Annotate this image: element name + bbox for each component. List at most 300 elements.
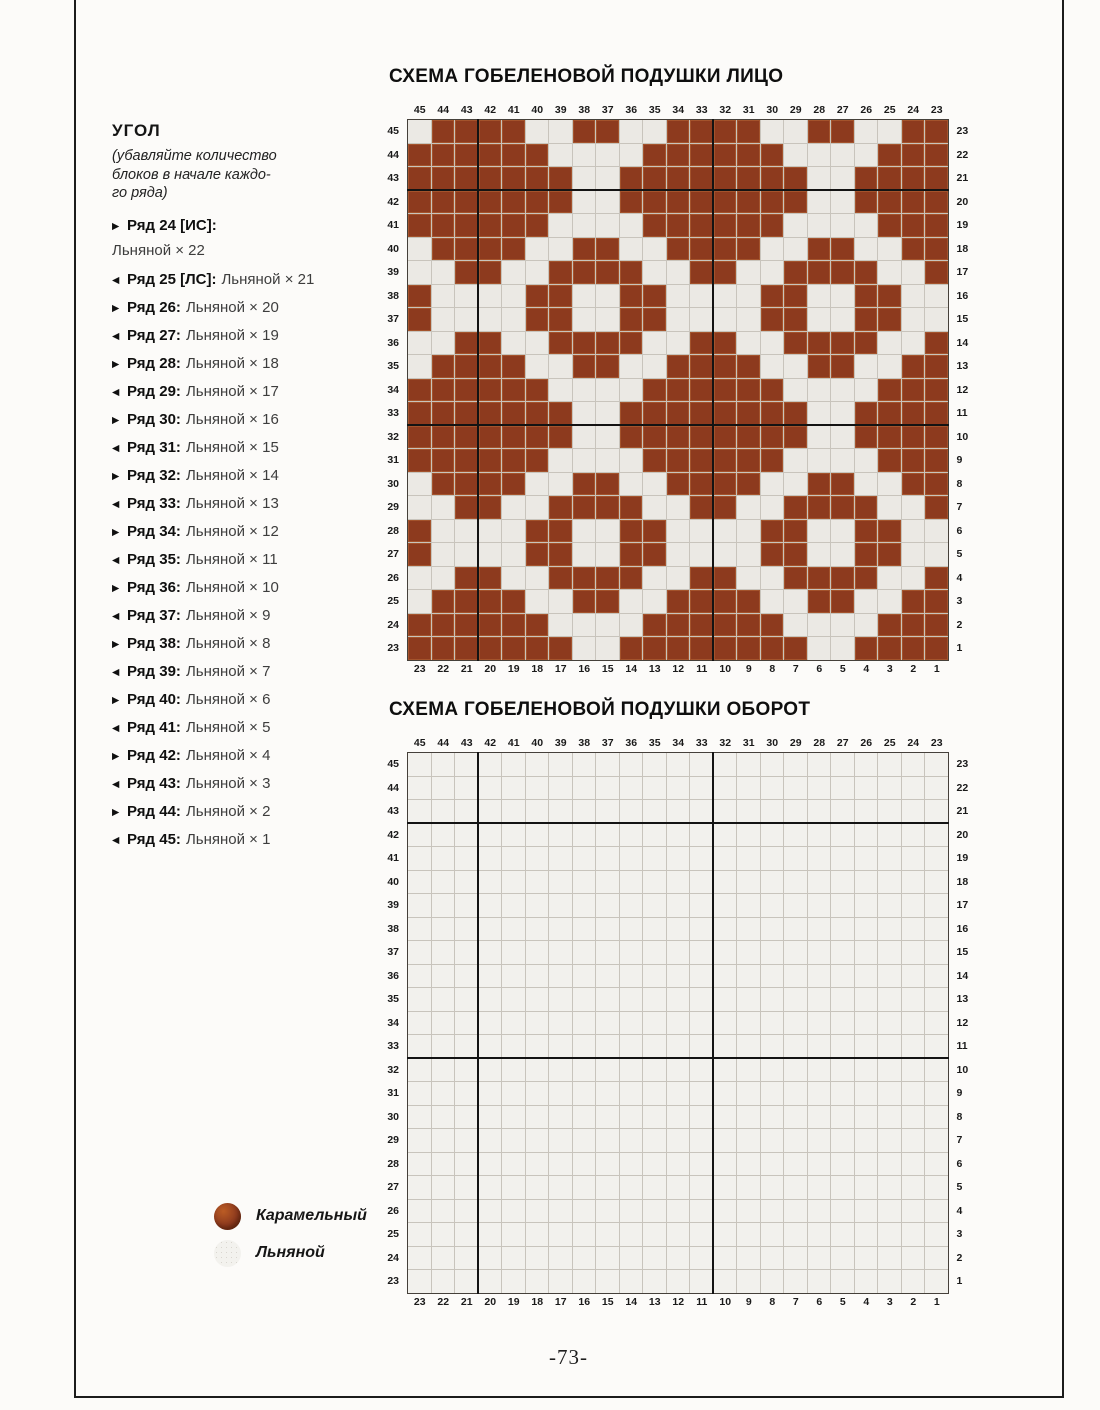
row-label: 9 bbox=[956, 454, 963, 466]
grid-cell bbox=[432, 308, 455, 331]
corner-row-list bbox=[112, 212, 374, 854]
grid-cell bbox=[831, 308, 854, 331]
right-arrow-icon: ▶ bbox=[112, 302, 120, 314]
grid-cell bbox=[526, 144, 549, 167]
grid-cell bbox=[573, 988, 596, 1011]
grid-cell bbox=[549, 1059, 572, 1082]
grid-cell bbox=[408, 1200, 431, 1223]
col-label: 30 bbox=[766, 737, 779, 749]
grid-cell bbox=[690, 144, 713, 167]
grid-cell bbox=[902, 261, 925, 284]
grid-cell bbox=[643, 1223, 666, 1246]
row-label: 24 bbox=[387, 618, 399, 631]
grid-cell bbox=[902, 753, 925, 776]
grid-cell bbox=[690, 1176, 713, 1199]
grid-cell bbox=[808, 167, 831, 190]
grid-cell bbox=[549, 753, 572, 776]
grid-cell bbox=[643, 894, 666, 917]
grid-cell bbox=[690, 1247, 713, 1270]
row-label: 14 bbox=[956, 969, 969, 982]
corner-row-label: Ряд 39: bbox=[127, 662, 181, 680]
left-axis bbox=[377, 752, 407, 1294]
grid-cell bbox=[808, 449, 831, 472]
grid-cell bbox=[620, 1270, 643, 1293]
grid-cell bbox=[902, 473, 925, 496]
grid-cell bbox=[690, 1129, 713, 1152]
grid-cell bbox=[714, 238, 737, 261]
row-label: 4 bbox=[956, 571, 963, 584]
thick-divider-horizontal bbox=[407, 424, 949, 427]
grid-cell bbox=[878, 1129, 901, 1152]
grid-cell bbox=[690, 426, 713, 449]
grid-cell bbox=[925, 824, 948, 847]
grid-cell bbox=[620, 191, 643, 214]
grid-cell bbox=[808, 824, 831, 847]
grid-cell bbox=[667, 402, 690, 425]
grid-cell bbox=[455, 894, 478, 917]
grid-cell bbox=[455, 144, 478, 167]
col-label: 25 bbox=[883, 104, 896, 116]
grid-cell bbox=[643, 965, 666, 988]
grid-cell bbox=[502, 449, 525, 472]
grid-cell bbox=[737, 120, 760, 143]
grid-cell bbox=[479, 238, 502, 261]
grid-cell bbox=[902, 379, 925, 402]
grid-cell bbox=[502, 941, 525, 964]
grid-cell bbox=[784, 847, 807, 870]
corner-row-label: Ряд 26: bbox=[127, 298, 181, 316]
grid-cell bbox=[855, 1012, 878, 1035]
col-label: 9 bbox=[745, 662, 752, 675]
col-label: 37 bbox=[601, 737, 614, 749]
row-label: 13 bbox=[956, 360, 969, 372]
grid-cell bbox=[878, 191, 901, 214]
grid-cell bbox=[502, 918, 525, 941]
grid-cell bbox=[737, 520, 760, 543]
grid-cell bbox=[408, 824, 431, 847]
grid-cell bbox=[455, 1176, 478, 1199]
col-label: 23 bbox=[930, 737, 943, 749]
row-label: 44 bbox=[387, 148, 399, 161]
legend-item bbox=[214, 1239, 367, 1267]
corner-row bbox=[112, 322, 374, 350]
grid-cell bbox=[620, 379, 643, 402]
grid-cell bbox=[808, 1176, 831, 1199]
grid-cell bbox=[902, 1247, 925, 1270]
grid-cell bbox=[573, 1059, 596, 1082]
col-label: 19 bbox=[507, 662, 520, 675]
grid-cell bbox=[667, 894, 690, 917]
grid-cell bbox=[784, 965, 807, 988]
grid-cell bbox=[643, 332, 666, 355]
grid-cell bbox=[761, 824, 784, 847]
grid-cell bbox=[549, 261, 572, 284]
grid-cell bbox=[808, 543, 831, 566]
grid-cell bbox=[761, 1059, 784, 1082]
row-label: 41 bbox=[387, 852, 399, 864]
corner-row-value: Льняной × 2 bbox=[185, 802, 271, 820]
grid-cell bbox=[526, 167, 549, 190]
grid-cell bbox=[549, 637, 572, 660]
grid-cell bbox=[455, 191, 478, 214]
grid-cell bbox=[667, 1059, 690, 1082]
grid-cell bbox=[737, 1247, 760, 1270]
grid-cell bbox=[455, 1129, 478, 1152]
grid-cell bbox=[784, 1106, 807, 1129]
col-label: 19 bbox=[507, 1295, 520, 1308]
row-label: 42 bbox=[387, 828, 399, 841]
grid-cell bbox=[784, 332, 807, 355]
grid-cell bbox=[479, 214, 502, 237]
grid-cell bbox=[455, 988, 478, 1011]
grid-cell bbox=[502, 637, 525, 660]
grid-cell bbox=[549, 777, 572, 800]
grid-cell bbox=[690, 1082, 713, 1105]
col-label: 42 bbox=[484, 737, 497, 749]
grid-cell bbox=[737, 473, 760, 496]
grid-cell bbox=[855, 988, 878, 1011]
right-arrow-icon: ▶ bbox=[112, 358, 120, 370]
thick-divider-horizontal bbox=[407, 189, 949, 192]
grid-cell bbox=[808, 308, 831, 331]
corner-row-label: Ряд 40: bbox=[127, 690, 181, 708]
row-label: 45 bbox=[387, 758, 399, 770]
col-label: 12 bbox=[672, 1295, 685, 1308]
corner-note-line: блоков в начале каждо- bbox=[112, 166, 271, 183]
grid-cell bbox=[526, 824, 549, 847]
grid-cell bbox=[902, 941, 925, 964]
grid-cell bbox=[690, 543, 713, 566]
corner-row-label: Ряд 25 [ЛС]: bbox=[127, 270, 217, 288]
corner-row-label: Ряд 33: bbox=[127, 494, 181, 512]
grid-cell bbox=[667, 1106, 690, 1129]
grid-cell bbox=[808, 941, 831, 964]
corner-row-value: Льняной × 22 bbox=[112, 241, 205, 259]
col-label: 27 bbox=[836, 737, 849, 749]
col-label: 1 bbox=[933, 1295, 940, 1308]
grid-cell bbox=[502, 965, 525, 988]
grid-cell bbox=[925, 777, 948, 800]
grid-cell bbox=[737, 1270, 760, 1293]
row-label: 12 bbox=[956, 383, 969, 396]
grid-cell bbox=[855, 637, 878, 660]
grid-cell bbox=[620, 543, 643, 566]
grid-cell bbox=[714, 355, 737, 378]
grid-cell bbox=[761, 1223, 784, 1246]
grid-cell bbox=[479, 144, 502, 167]
thick-divider-vertical bbox=[477, 119, 480, 661]
grid-cell bbox=[502, 1153, 525, 1176]
grid-cell bbox=[690, 1153, 713, 1176]
grid-cell bbox=[808, 567, 831, 590]
grid-cell bbox=[737, 918, 760, 941]
grid-cell bbox=[526, 1059, 549, 1082]
grid-cell bbox=[714, 567, 737, 590]
grid-cell bbox=[408, 800, 431, 823]
grid-cell bbox=[831, 496, 854, 519]
col-label: 16 bbox=[578, 1295, 591, 1308]
right-arrow-icon: ▶ bbox=[112, 526, 120, 538]
grid-cell bbox=[761, 614, 784, 637]
grid-cell bbox=[831, 355, 854, 378]
col-label: 17 bbox=[554, 662, 567, 675]
grid-cell bbox=[620, 871, 643, 894]
grid-cell bbox=[737, 941, 760, 964]
grid-cell bbox=[643, 847, 666, 870]
grid-cell bbox=[902, 894, 925, 917]
row-label: 2 bbox=[956, 618, 963, 631]
grid-cell bbox=[596, 800, 619, 823]
grid-cell bbox=[902, 191, 925, 214]
grid-cell bbox=[620, 1129, 643, 1152]
grid-cell bbox=[432, 847, 455, 870]
grid-cell bbox=[549, 426, 572, 449]
grid-cell bbox=[714, 144, 737, 167]
grid-cell bbox=[761, 941, 784, 964]
grid-cell bbox=[620, 520, 643, 543]
grid-cell bbox=[737, 496, 760, 519]
grid-cell bbox=[526, 1012, 549, 1035]
grid-cell bbox=[784, 1082, 807, 1105]
grid-cell bbox=[620, 355, 643, 378]
grid-cell bbox=[667, 496, 690, 519]
grid-cell bbox=[620, 285, 643, 308]
grid-cell bbox=[549, 1200, 572, 1223]
row-label: 14 bbox=[956, 336, 969, 349]
grid-cell bbox=[761, 191, 784, 214]
grid-cell bbox=[925, 941, 948, 964]
grid-cell bbox=[667, 777, 690, 800]
grid-cell bbox=[502, 777, 525, 800]
grid-cell bbox=[714, 473, 737, 496]
grid-cell bbox=[925, 614, 948, 637]
corner-row-value: Льняной × 6 bbox=[185, 690, 271, 708]
grid-cell bbox=[855, 214, 878, 237]
grid-cell bbox=[620, 214, 643, 237]
grid-cell bbox=[432, 918, 455, 941]
col-label: 20 bbox=[484, 1295, 497, 1308]
grid-cell bbox=[737, 308, 760, 331]
grid-cell bbox=[526, 777, 549, 800]
corner-row-value: Льняной × 7 bbox=[185, 662, 271, 680]
grid-cell bbox=[784, 144, 807, 167]
grid-cell bbox=[408, 167, 431, 190]
grid-cell bbox=[784, 1129, 807, 1152]
grid-cell bbox=[455, 871, 478, 894]
corner-row-value: Льняной × 5 bbox=[185, 718, 271, 736]
grid-cell bbox=[737, 824, 760, 847]
col-label: 33 bbox=[695, 104, 708, 116]
grid-cell bbox=[784, 426, 807, 449]
corner-row-label: Ряд 27: bbox=[127, 326, 181, 344]
grid-cell bbox=[855, 379, 878, 402]
grid-cell bbox=[690, 1200, 713, 1223]
row-label: 36 bbox=[387, 969, 399, 982]
grid-cell bbox=[502, 753, 525, 776]
grid-cell bbox=[502, 988, 525, 1011]
grid-cell bbox=[408, 543, 431, 566]
back-chart-title: СХЕМА ГОБЕЛЕНОВОЙ ПОДУШКИ ОБОРОТ bbox=[389, 699, 811, 720]
row-label: 15 bbox=[956, 946, 969, 958]
grid-cell bbox=[878, 473, 901, 496]
grid-cell bbox=[690, 496, 713, 519]
corner-row bbox=[112, 798, 374, 826]
col-label: 40 bbox=[531, 737, 544, 749]
grid-cell bbox=[902, 637, 925, 660]
grid-cell bbox=[667, 285, 690, 308]
col-label: 34 bbox=[672, 104, 685, 116]
grid-cell bbox=[479, 590, 502, 613]
grid-cell bbox=[925, 191, 948, 214]
grid-cell bbox=[502, 1176, 525, 1199]
grid-cell bbox=[925, 1270, 948, 1293]
grid-cell bbox=[667, 1012, 690, 1035]
corner-row bbox=[112, 714, 374, 742]
grid-cell bbox=[761, 567, 784, 590]
grid-cell bbox=[502, 167, 525, 190]
corner-row-value: Льняной × 12 bbox=[185, 522, 279, 540]
grid-cell bbox=[596, 120, 619, 143]
grid-cell bbox=[761, 1082, 784, 1105]
grid-cell bbox=[902, 426, 925, 449]
grid-cell bbox=[855, 285, 878, 308]
grid-cell bbox=[455, 800, 478, 823]
grid-cell bbox=[479, 965, 502, 988]
grid-cell bbox=[455, 167, 478, 190]
grid-cell bbox=[784, 402, 807, 425]
grid-cell bbox=[761, 1012, 784, 1035]
grid-cell bbox=[714, 988, 737, 1011]
grid-cell bbox=[902, 449, 925, 472]
bottom-axis bbox=[408, 661, 979, 678]
grid-cell bbox=[432, 332, 455, 355]
grid-cell bbox=[878, 214, 901, 237]
grid-cell bbox=[643, 1106, 666, 1129]
corner-instructions bbox=[112, 121, 374, 854]
grid-cell bbox=[526, 871, 549, 894]
grid-cell bbox=[714, 520, 737, 543]
grid-cell bbox=[714, 753, 737, 776]
grid-cell bbox=[479, 355, 502, 378]
grid-cell bbox=[808, 918, 831, 941]
grid-cell bbox=[690, 800, 713, 823]
grid-cell bbox=[432, 167, 455, 190]
grid-cell bbox=[902, 308, 925, 331]
grid-cell bbox=[667, 637, 690, 660]
grid-cell bbox=[714, 871, 737, 894]
grid-cell bbox=[784, 167, 807, 190]
grid-cell bbox=[620, 167, 643, 190]
grid-cell bbox=[549, 238, 572, 261]
grid-cell bbox=[690, 824, 713, 847]
grid-cell bbox=[549, 1153, 572, 1176]
row-label: 19 bbox=[956, 219, 969, 231]
grid-cell bbox=[761, 473, 784, 496]
grid-cell bbox=[831, 144, 854, 167]
grid-cell bbox=[855, 332, 878, 355]
grid-cell bbox=[408, 1176, 431, 1199]
grid-cell bbox=[925, 1059, 948, 1082]
grid-cell bbox=[620, 614, 643, 637]
row-label: 37 bbox=[387, 946, 399, 958]
col-label: 15 bbox=[601, 662, 614, 675]
grid-cell bbox=[502, 426, 525, 449]
grid-cell bbox=[455, 777, 478, 800]
grid-cell bbox=[596, 355, 619, 378]
row-label: 30 bbox=[387, 1110, 399, 1123]
grid-cell bbox=[596, 473, 619, 496]
grid-cell bbox=[455, 1247, 478, 1270]
grid-cell bbox=[596, 614, 619, 637]
grid-cell bbox=[690, 894, 713, 917]
grid-cell bbox=[761, 426, 784, 449]
grid-cell bbox=[573, 824, 596, 847]
grid-cell bbox=[526, 285, 549, 308]
grid-cell bbox=[667, 1270, 690, 1293]
grid-cell bbox=[808, 1153, 831, 1176]
grid-cell bbox=[643, 1176, 666, 1199]
grid-cell bbox=[573, 332, 596, 355]
grid-cell bbox=[737, 402, 760, 425]
grid-cell bbox=[784, 355, 807, 378]
grid-cell bbox=[479, 847, 502, 870]
grid-cell bbox=[432, 1200, 455, 1223]
grid-cell bbox=[831, 918, 854, 941]
grid-cell bbox=[784, 941, 807, 964]
grid-cell bbox=[761, 449, 784, 472]
grid-cell bbox=[455, 1270, 478, 1293]
grid-cell bbox=[620, 590, 643, 613]
grid-cell bbox=[925, 590, 948, 613]
grid-cell bbox=[784, 285, 807, 308]
grid-cell bbox=[690, 847, 713, 870]
col-label: 42 bbox=[484, 104, 497, 116]
grid-cell bbox=[596, 379, 619, 402]
grid-cell bbox=[737, 1176, 760, 1199]
corner-row-value: Льняной × 8 bbox=[185, 634, 271, 652]
grid-cell bbox=[902, 871, 925, 894]
grid-cell bbox=[596, 965, 619, 988]
row-label: 12 bbox=[956, 1016, 969, 1029]
corner-row-value: Льняной × 15 bbox=[185, 438, 279, 456]
grid-cell bbox=[878, 1059, 901, 1082]
thick-divider-horizontal bbox=[407, 1057, 949, 1060]
grid-cell bbox=[667, 847, 690, 870]
grid-cell bbox=[432, 520, 455, 543]
grid-cell bbox=[667, 520, 690, 543]
grid-cell bbox=[526, 918, 549, 941]
grid-cell bbox=[831, 520, 854, 543]
grid-cell bbox=[737, 777, 760, 800]
grid-cell bbox=[573, 1129, 596, 1152]
col-label: 27 bbox=[836, 104, 849, 116]
row-label: 39 bbox=[387, 899, 399, 911]
grid-cell bbox=[878, 238, 901, 261]
grid-cell bbox=[761, 238, 784, 261]
grid-cell bbox=[855, 120, 878, 143]
grid-cell bbox=[620, 1012, 643, 1035]
grid-cell bbox=[549, 988, 572, 1011]
grid-cell bbox=[902, 965, 925, 988]
row-label: 27 bbox=[387, 548, 399, 560]
row-label: 11 bbox=[956, 1040, 968, 1052]
grid-cell bbox=[455, 753, 478, 776]
row-label: 27 bbox=[387, 1181, 399, 1193]
grid-cell bbox=[549, 567, 572, 590]
grid-cell bbox=[714, 918, 737, 941]
grid-cell bbox=[526, 496, 549, 519]
grid-cell bbox=[690, 1223, 713, 1246]
